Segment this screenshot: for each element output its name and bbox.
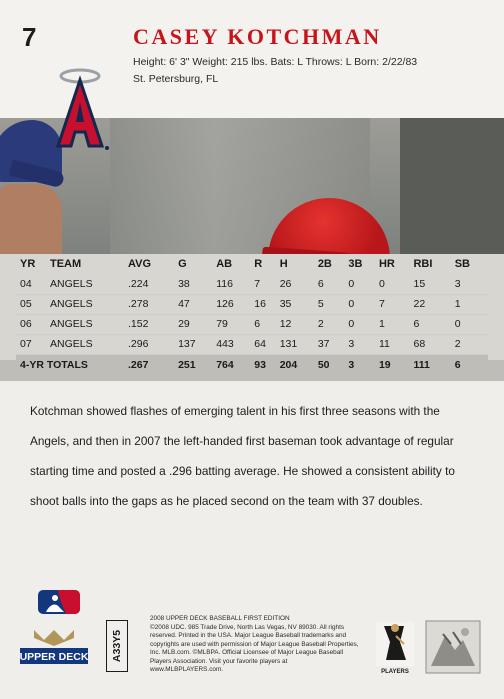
stats-table [16, 254, 488, 375]
col-r: R [254, 258, 263, 270]
stat-cell: .224 [128, 274, 178, 294]
stats-row [16, 274, 488, 294]
player-blurb: Kotchman showed flashes of emerging talent in his first three seasons with the Angels, and then in 2007 the left-handed first baseman took advantage of regular starting time and posted a .296 batting average. He showed a consistent ability to shoot balls into the gaps as he placed second on the team with 37 doubles. [30, 404, 455, 508]
card-footer [0, 580, 504, 699]
stat-cell: 47 [178, 294, 216, 314]
stats-row [16, 334, 488, 354]
totals-cell: 50 [318, 354, 349, 375]
stat-cell: 0 [348, 314, 379, 334]
totals-label: 4-YR TOTALS [16, 354, 128, 375]
stat-cell: 35 [280, 294, 318, 314]
stat-cell: 04 [16, 274, 50, 294]
stat-cell: 2 [318, 314, 349, 334]
legal-text [150, 615, 360, 675]
totals-cell: 6 [455, 354, 488, 375]
stat-cell: 6 [254, 314, 279, 334]
mlbpa-players-logo-icon [374, 620, 416, 676]
stat-cell: 137 [178, 334, 216, 354]
legal-title: 2008 UPPER DECK BASEBALL FIRST EDITION [150, 615, 290, 622]
player-bio [133, 54, 417, 88]
totals-cell: 764 [216, 354, 254, 375]
stat-cell: 29 [178, 314, 216, 334]
stat-cell: 37 [318, 334, 349, 354]
col-avg: AVG [128, 258, 152, 270]
bio-line-1: Height: 6' 3" Weight: 215 lbs. Bats: L Throws: L Born: 2/22/83 [133, 56, 418, 68]
stat-cell: 07 [16, 334, 50, 354]
stat-cell: 0 [379, 274, 414, 294]
stat-cell: 22 [413, 294, 454, 314]
angels-logo-icon [50, 62, 110, 152]
stat-cell: ANGELS [50, 314, 128, 334]
col-g: G [178, 258, 187, 270]
stat-cell: 6 [318, 274, 349, 294]
stat-cell: 443 [216, 334, 254, 354]
col-yr: YR [20, 258, 36, 270]
stat-cell: 12 [280, 314, 318, 334]
stat-cell: 126 [216, 294, 254, 314]
ud-logo-text: UPPER DECK [20, 651, 88, 663]
stat-cell: 131 [280, 334, 318, 354]
stat-cell: 06 [16, 314, 50, 334]
stat-cell: 26 [280, 274, 318, 294]
upper-deck-logo-icon [20, 626, 88, 666]
stat-cell: 7 [379, 294, 414, 314]
player-name: CASEY KOTCHMAN [133, 24, 382, 49]
card-code: A33Y5 [111, 629, 123, 663]
totals-cell: 3 [348, 354, 379, 375]
stat-cell: .152 [128, 314, 178, 334]
stat-cell: 0 [348, 274, 379, 294]
stat-cell: .296 [128, 334, 178, 354]
stat-cell: 6 [413, 314, 454, 334]
stat-cell: 11 [379, 334, 414, 354]
col-h: H [279, 258, 288, 270]
stat-cell: 5 [318, 294, 349, 314]
stat-cell: .278 [128, 294, 178, 314]
stat-cell: 64 [254, 334, 279, 354]
hologram-icon [425, 620, 481, 674]
stats-row [16, 294, 488, 314]
totals-cell: 111 [413, 354, 454, 375]
stat-cell: 3 [348, 334, 379, 354]
stat-cell: 116 [216, 274, 254, 294]
stat-cell: 79 [216, 314, 254, 334]
stat-cell: ANGELS [50, 294, 128, 314]
col-ab: AB [216, 258, 233, 270]
stat-cell: 1 [455, 294, 488, 314]
opponent-player [0, 184, 62, 254]
col-rbi: RBI [413, 258, 433, 270]
stats-header-row [16, 254, 488, 274]
stat-cell: 3 [455, 274, 488, 294]
totals-cell: 251 [178, 354, 216, 375]
stat-cell: 0 [455, 314, 488, 334]
totals-cell: 19 [379, 354, 414, 375]
stats-totals-row [16, 354, 488, 375]
stat-cell: 68 [413, 334, 454, 354]
card-number: 7 [22, 22, 37, 52]
col-2b: 2B [317, 258, 332, 270]
stat-cell: ANGELS [50, 274, 128, 294]
players-logo-text: PLAYERS [381, 669, 409, 675]
col-3b: 3B [348, 258, 363, 270]
stat-cell: 1 [379, 314, 414, 334]
stat-cell: 7 [254, 274, 279, 294]
stat-cell: 38 [178, 274, 216, 294]
stat-cell: 16 [254, 294, 279, 314]
col-hr: HR [378, 258, 395, 270]
stat-cell: ANGELS [50, 334, 128, 354]
col-sb: SB [454, 258, 470, 270]
totals-cell: .267 [128, 354, 178, 375]
totals-cell: 93 [254, 354, 279, 375]
stat-cell: 0 [348, 294, 379, 314]
stat-cell: 2 [455, 334, 488, 354]
mlb-logo-icon [38, 590, 80, 614]
totals-cell: 204 [280, 354, 318, 375]
legal-body: ©2008 UDC. 985 Trade Drive, North Las Vegas, NV 89030. All rights reserved. Printed in the USA. Major League Baseball trademarks and copyrights are used with permission of Major League Baseball Properties, Inc. MLB.com. ©MLBPA. Official Licensee of Major League Baseball Players Association. Visit your favorite players at www.MLBPLAYERS.com. [150, 623, 359, 673]
stats-row [16, 314, 488, 334]
stat-cell: 15 [413, 274, 454, 294]
stat-cell: 05 [16, 294, 50, 314]
col-team: TEAM [50, 258, 82, 270]
bio-line-2: St. Petersburg, FL [133, 73, 219, 85]
